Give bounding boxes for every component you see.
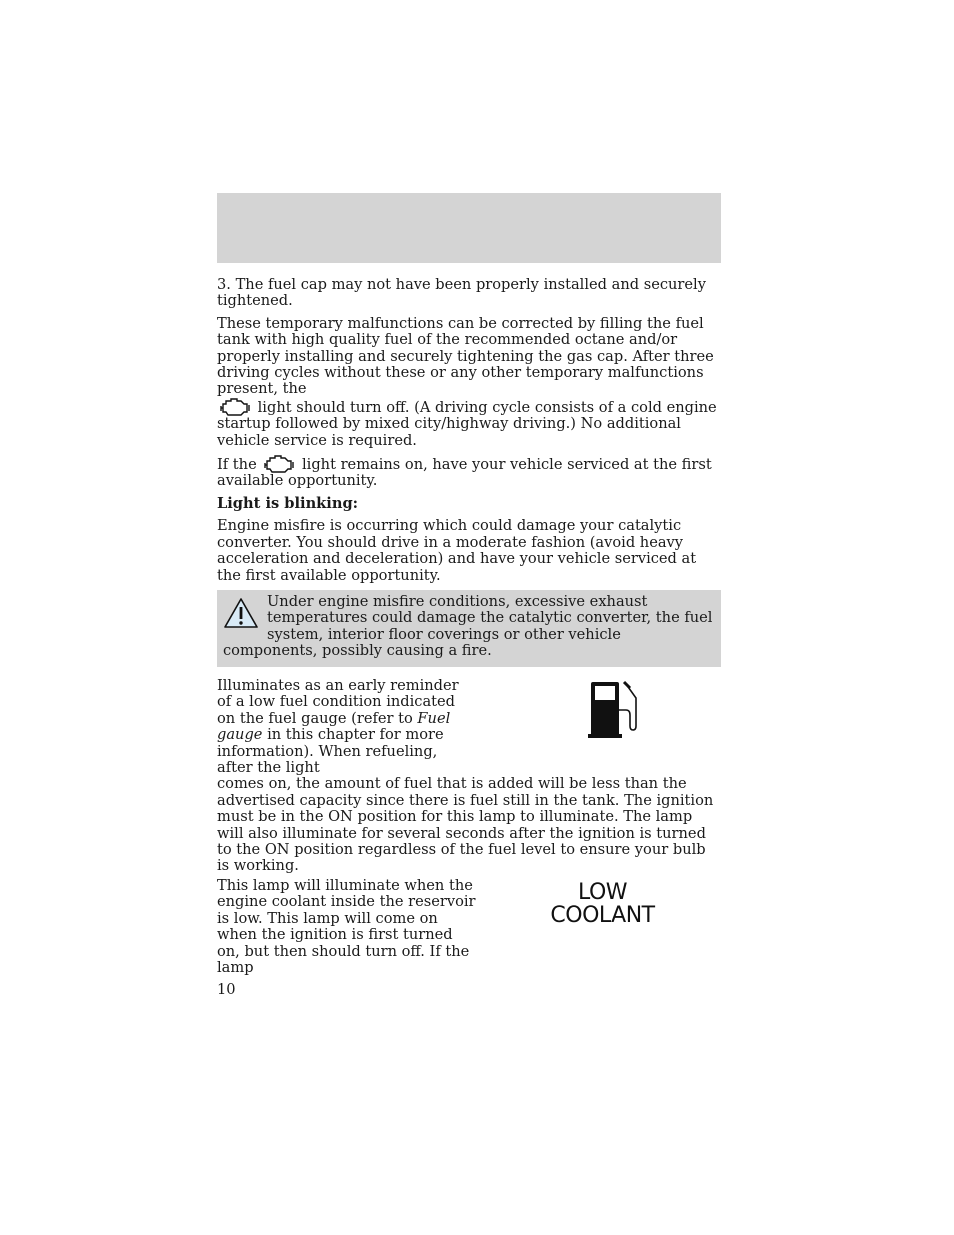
fuel-pump-icon <box>586 680 640 740</box>
low-coolant-label-line2: COOLANT <box>550 903 655 928</box>
paragraph-text: light remains on, have your vehicle serviced at the first available opportunity. <box>217 456 712 490</box>
heading-light-blinking: Light is blinking: <box>217 494 359 512</box>
low-coolant-lamp-label <box>530 881 675 927</box>
paragraph-text: Illuminates as an early reminder of a low fuel condition indicated on the fuel gauge (refer to <box>217 677 459 727</box>
low-fuel-text-rest: comes on, the amount of fuel that is added will be less than the advertised capacity since there is fuel still in the tank. The ignition must be in the ON position for this lamp to illuminate. The lamp will also illuminate for several seconds after the ignition is turned to the ON position regardless of the fuel level to ensure your bulb is working. <box>217 775 714 875</box>
header-band <box>217 193 721 263</box>
low-coolant-section: This lamp will illuminate when the engine coolant inside the reservoir is low. This lamp will come on when the ignition is first turned on, but then should turn off. If the lamp <box>217 877 476 977</box>
paragraph-fuel-cap: 3. The fuel cap may not have been properly installed and securely tightened. <box>217 276 706 310</box>
paragraph-text: If the <box>217 456 257 474</box>
main-content <box>217 277 721 667</box>
paragraph-light-remains-on <box>217 455 721 490</box>
paragraph-temporary-malfunctions <box>217 316 721 449</box>
paragraph-text: in this chapter for more information). When refueling, after the light <box>217 726 444 777</box>
paragraph-engine-misfire: Engine misfire is occurring which could damage your catalytic converter. You should drive in a moderate fashion (avoid heavy acceleration and deceleration) and have your vehicle serviced at the first available opportunity. <box>217 517 697 584</box>
paragraph-text: These temporary malfunctions can be corrected by filling the fuel tank with high quality fuel of the recommended octane and/or properly installing and securely tightening the gas cap. After three driving cycles without these or any other temporary malfunctions present, the <box>217 314 714 398</box>
warning-box <box>217 590 721 667</box>
check-engine-icon <box>220 398 250 416</box>
warning-triangle-icon <box>223 596 259 630</box>
page-number: 10 <box>217 981 236 998</box>
check-engine-icon <box>264 455 294 473</box>
low-fuel-section <box>217 678 721 875</box>
fuel-gauge-reference: Fuel gauge <box>217 709 451 744</box>
low-fuel-text-intro <box>217 678 472 776</box>
warning-text: Under engine misfire conditions, excessive exhaust temperatures could damage the catalytic converter, the fuel system, interior floor coverings or other vehicle components, possibly causing a fire. <box>223 592 713 660</box>
low-coolant-label-line1: LOW <box>577 880 628 905</box>
paragraph-text: light should turn off. (A driving cycle consists of a cold engine startup followed by mixed city/highway driving.) No additional vehicle service is required. <box>217 398 717 449</box>
